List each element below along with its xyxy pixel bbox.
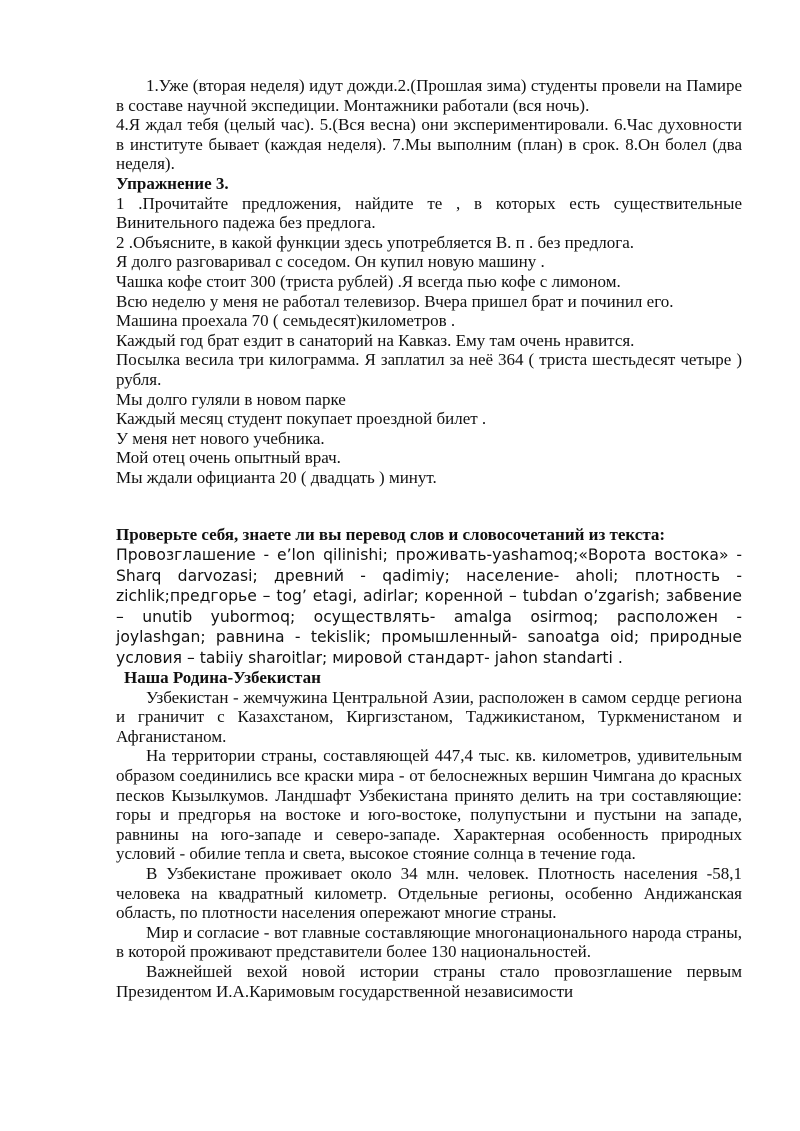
sentence: Мой отец очень опытный врач. (116, 448, 341, 468)
text-paragraph: Важнейшей вехой новой истории страны стало провозглашение первым Президентом И.А.Каримовым государственной независимости (116, 961, 742, 1001)
text-paragraph: На территории страны, составляющей 447,4 тыс. кв. километров, удивительным образом соединились все краски мира - от белоснежных вершин Чимгана до красных песков Кызылкумов. Ландшафт Узбекистана принято делить на три составляющие: горы и предгорья на востоке и юго-востоке, полупустыни и пустыни на западе, равнины на юго-западе и северо-западе. Характерная особенность природных условий - обилие тепла и света, высокое стояние солнца в течение года. (116, 746, 742, 864)
exercise-3-task-2: 2 .Объясните, в какой функции здесь употребляется В. п . без предлога. (116, 232, 634, 252)
sentence: Я долго разговаривал с соседом. Он купил новую машину . (116, 252, 545, 272)
text-title: Наша Родина-Узбекистан (124, 668, 321, 688)
exercise-2-text-part2: 4.Я ждал тебя (целый час). 5.(Вся весна) они экспериментировали. 6.Час духовности в институте бывает (каждая неделя). 7.Мы выполним (план) в срок. 8.Он болел (два неделя). (116, 115, 742, 174)
spacer (116, 487, 742, 506)
sentence: Машина проехала 70 ( семьдесят)километров . (116, 311, 456, 331)
sentence: Каждый год брат ездит в санаторий на Кавказ. Ему там очень нравится. (116, 330, 635, 350)
vocabulary-list: Провозглашение - e’lon qilinishi; проживать-yashamoq;«Ворота востока» - Sharq darvozasi; древний - qadimiy; население- aholi; плотность - zichlik;предгорье – tog’ etagi, adirlar; коренной – tubdan o’zgarish; забвение – unutib yubormoq; осуществлять- amalga osirmoq; расположен - joylashgan; равнина - tekislik; промышленный- sanoatga oid; природные условия – tabiiy sharoitlar; мировой стандарт- jahon standarti . (116, 546, 742, 667)
sentence: Посылка весила три килограмма. Я заплатил за неё 364 ( триста шестьдесят четыре ) рубля. (116, 350, 742, 389)
sentence: Мы ждали официанта 20 ( двадцать ) минут. (116, 467, 437, 487)
sentence: Мы долго гуляли в новом парке (116, 389, 346, 409)
text-paragraph: В Узбекистане проживает около 34 млн. человек. Плотность населения -58,1 человека на квадратный километр. Отдельные регионы, особенно Андижанская область, по плотности населения опережают многие страны. (116, 864, 742, 923)
sentence: Каждый месяц студент покупает проездной билет . (116, 409, 487, 429)
sentence: Чашка кофе стоит 300 (триста рублей) .Я всегда пью кофе с лимоном. (116, 271, 621, 291)
text-paragraph: Узбекистан - жемчужина Центральной Азии, расположен в самом сердце региона и граничит с Казахстаном, Киргизстаном, Таджикистаном, Туркменистаном и Афганистаном. (116, 687, 742, 746)
vocabulary-title: Проверьте себя, знаете ли вы перевод слов и словосочетаний из текста: (116, 525, 666, 545)
text-paragraph: Мир и согласие - вот главные составляющие многонационального народа страны, в которой проживают представители более 130 национальностей. (116, 922, 742, 962)
exercise-3-task-1: 1 .Прочитайте предложения, найдите те , в которых есть существительные Винительного падежа без предлога. (116, 193, 742, 233)
spacer (116, 506, 742, 525)
exercise-3-title: Упражнение 3. (116, 173, 229, 193)
sentence: У меня нет нового учебника. (116, 428, 325, 448)
sentence: Всю неделю у меня не работал телевизор. Вчера пришел брат и починил его. (116, 291, 674, 311)
exercise-2-text-part1: 1.Уже (вторая неделя) идут дожди.2.(Прошлая зима) студенты провели на Памире в составе научной экспедиции. Монтажники работали (вся ночь). (116, 76, 742, 115)
